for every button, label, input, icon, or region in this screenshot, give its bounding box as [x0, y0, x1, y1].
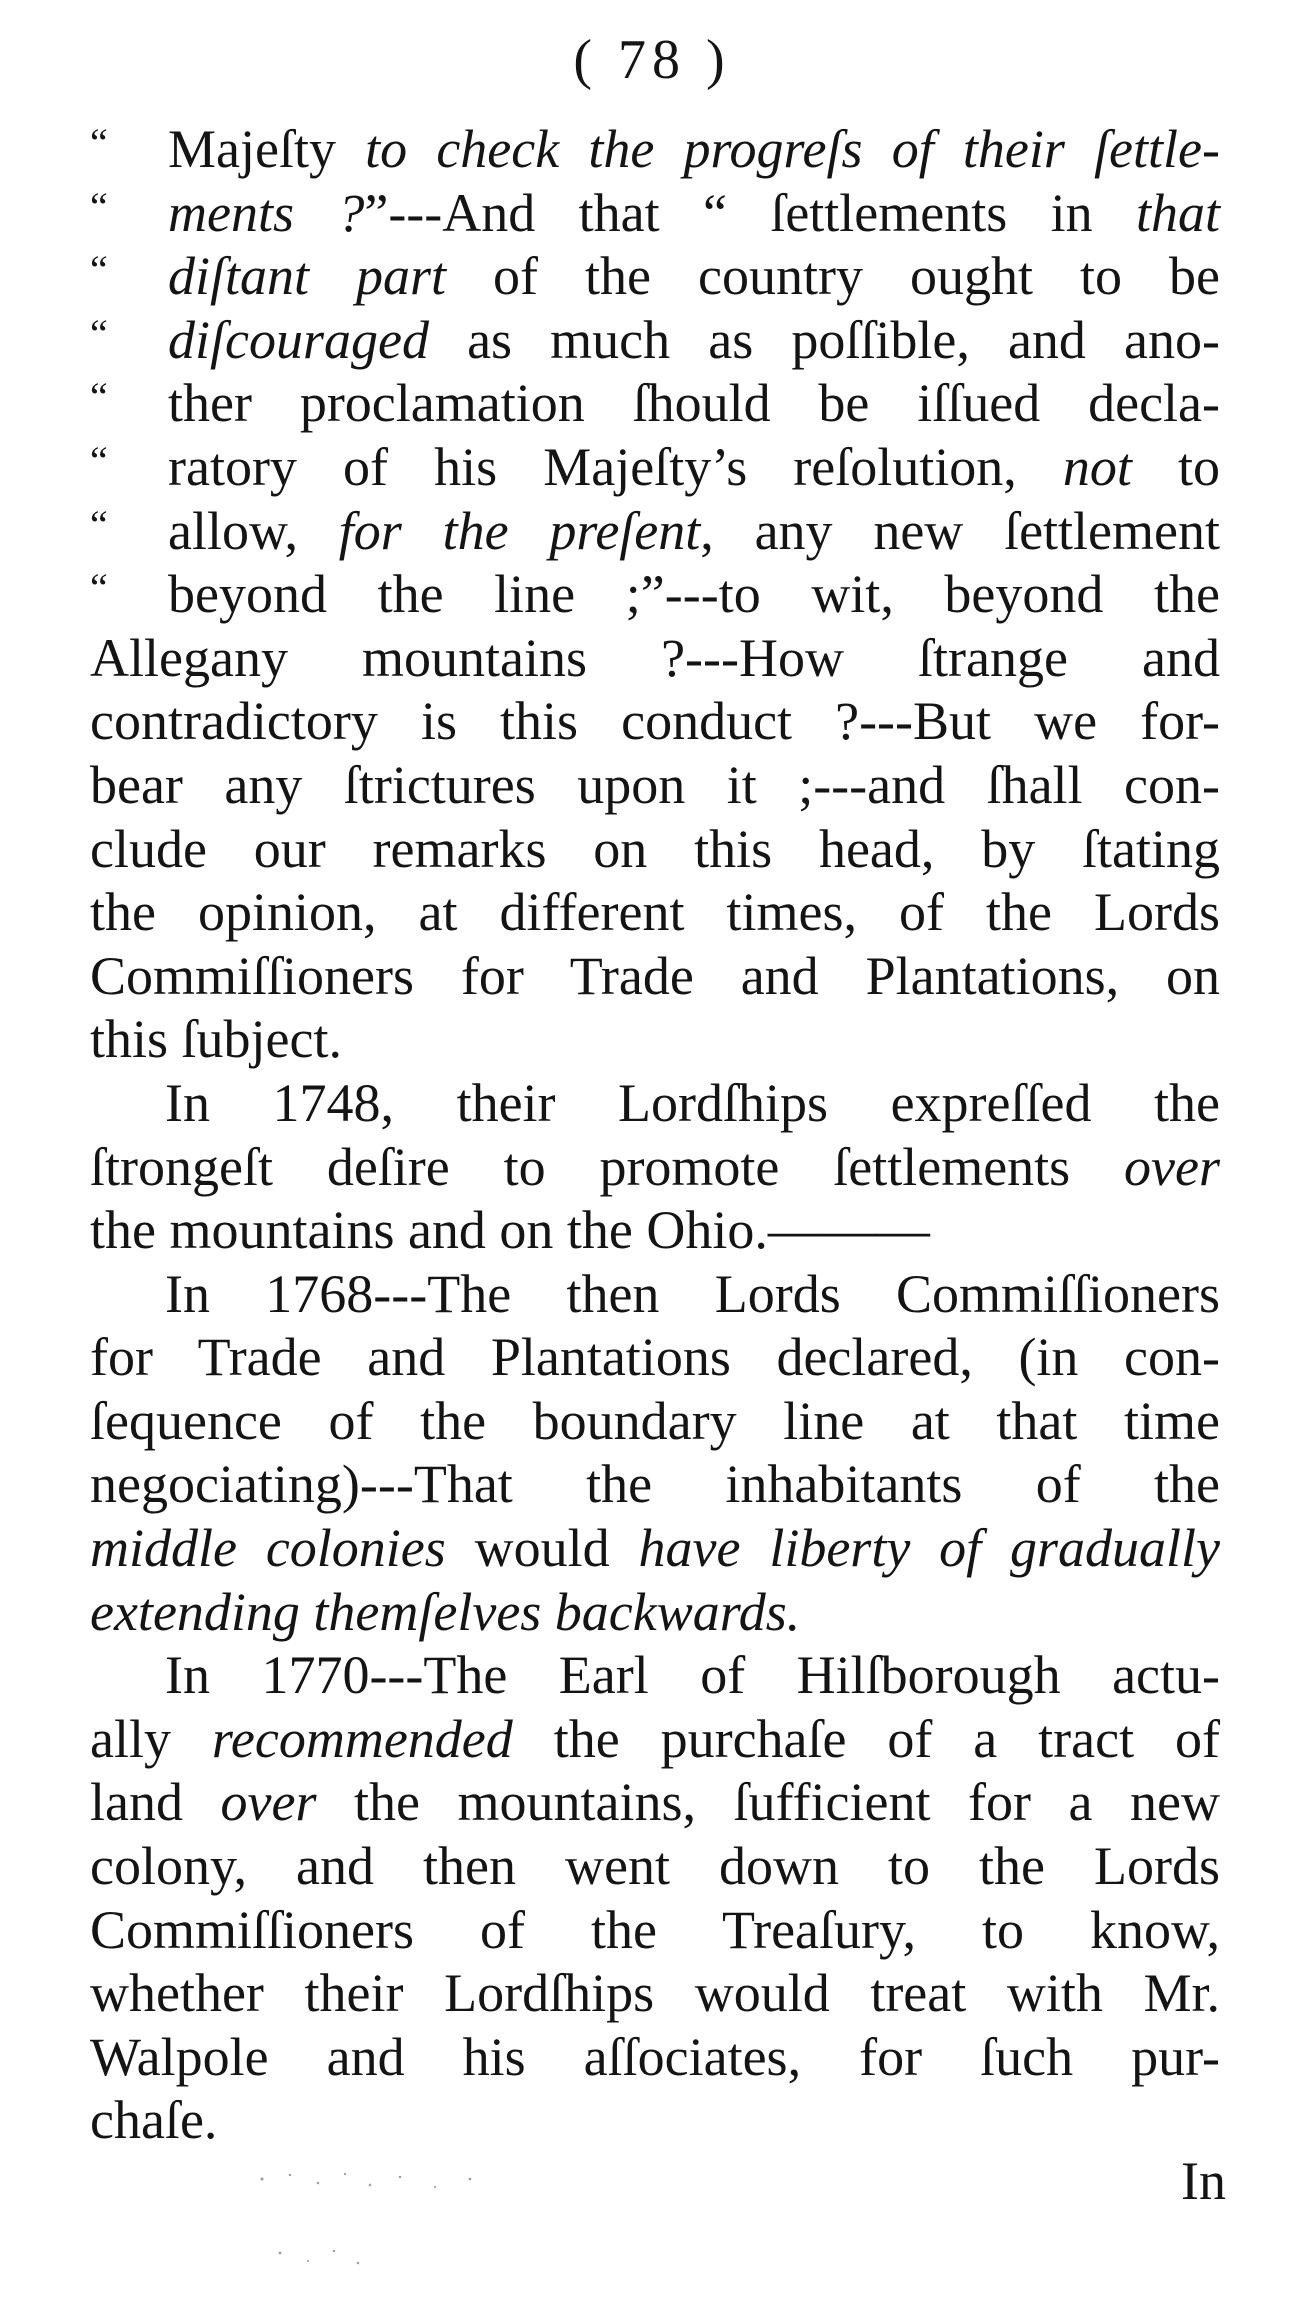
text-line — [90, 1835, 1220, 1899]
text-line — [90, 818, 1220, 882]
text-run: colony, and then went down to the Lords — [90, 1836, 1220, 1897]
text-run: In 1768---The then Lords Commiſſioners — [165, 1263, 1220, 1324]
text-line — [90, 1899, 1220, 1963]
text-run: clude our remarks on this head, by ſtating — [90, 818, 1220, 879]
text-run: whether their Lordſhips would treat with Mr. — [90, 1963, 1220, 2024]
text-run: the opinion, at different times, of the Lords — [90, 882, 1220, 943]
text-line — [90, 1962, 1220, 2026]
text-run: contradictory is this conduct ?---But we for- — [90, 691, 1220, 752]
text-line — [90, 1326, 1220, 1390]
italic-text: diſcouraged — [168, 309, 429, 370]
text-line — [90, 1136, 1220, 1200]
italic-text: diſtant part — [168, 246, 447, 307]
body-text — [90, 118, 1220, 2153]
text-run: Majeſty — [168, 119, 366, 179]
text-run: of the country ought to be — [446, 246, 1220, 307]
text-line — [90, 1072, 1220, 1136]
text-line — [90, 1008, 1220, 1072]
text-run: , any new ſettlement — [700, 500, 1220, 561]
text-line — [90, 182, 1220, 246]
text-run: ſtrongeſt deſire to promote ſettlements — [90, 1136, 1125, 1197]
text-run: ratory of his Majeſty’s reſolution, — [168, 436, 1063, 497]
quote-mark: “ — [90, 310, 108, 356]
text-line — [90, 563, 1220, 627]
text-line — [90, 500, 1220, 564]
text-line — [90, 627, 1220, 691]
text-run: Allegany mountains ?---How ſtrange and — [90, 627, 1220, 688]
text-run: the mountains, ſufficient for a new — [316, 1772, 1220, 1833]
text-line — [90, 245, 1220, 309]
quote-mark: “ — [90, 183, 108, 229]
text-line — [90, 690, 1220, 754]
text-run: Commiſſioners for Trade and Plantations, on — [90, 945, 1220, 1006]
italic-text: ments ? — [168, 182, 365, 243]
text-run: negociating)---That the inhabitants of the — [90, 1454, 1220, 1515]
text-run: Commiſſioners of the Treaſury, to know, — [90, 1899, 1220, 1960]
italic-text: that — [1136, 182, 1221, 243]
text-run: beyond the line ;”---to wit, beyond the — [168, 564, 1220, 625]
text-line — [90, 754, 1220, 818]
quote-mark: “ — [90, 501, 108, 547]
text-line — [90, 436, 1220, 500]
text-line — [90, 1390, 1220, 1454]
text-line — [90, 309, 1220, 373]
text-line — [90, 1644, 1220, 1708]
text-line — [90, 1708, 1220, 1772]
text-run: ther proclamation ſhould be iſſued decla- — [168, 373, 1220, 434]
text-run: the purchaſe of a tract of — [512, 1708, 1220, 1769]
text-line — [90, 2026, 1220, 2090]
quote-mark: “ — [90, 247, 108, 293]
text-run: land — [90, 1772, 221, 1833]
text-run: ally — [90, 1708, 212, 1769]
text-line — [90, 1199, 1220, 1263]
text-run: as much as poſſible, and ano- — [428, 309, 1220, 370]
text-run: Walpole and his aſſociates, for ſuch pur- — [90, 2026, 1220, 2087]
text-line — [90, 2089, 1220, 2153]
text-line — [90, 1581, 1220, 1645]
text-run: bear any ſtrictures upon it ;---and ſhall con- — [90, 754, 1220, 815]
italic-text: over — [220, 1772, 317, 1833]
text-line — [90, 1771, 1220, 1835]
italic-text: recommended — [211, 1708, 513, 1769]
text-run: allow, — [168, 500, 339, 561]
text-line — [90, 1517, 1220, 1581]
page-number: ( 78 ) — [573, 29, 731, 91]
italic-text: over — [1124, 1136, 1220, 1197]
text-line — [90, 1263, 1220, 1327]
text-run: ”---And that “ ſettlements in — [364, 182, 1136, 243]
text-run: In 1748, their Lordſhips expreſſed the — [165, 1072, 1220, 1133]
quote-mark: “ — [90, 437, 108, 483]
text-run: ſequence of the boundary line at that time — [90, 1390, 1220, 1451]
italic-text: not — [1062, 436, 1132, 497]
text-run: for Trade and Plantations declared, (in con- — [90, 1327, 1220, 1388]
text-line — [90, 1453, 1220, 1517]
quote-mark: “ — [90, 120, 108, 165]
text-line — [90, 372, 1220, 436]
text-line — [90, 881, 1220, 945]
quote-mark: “ — [90, 374, 108, 420]
catchword: In — [1181, 2151, 1226, 2211]
text-line — [90, 945, 1220, 1009]
text-line — [90, 118, 1220, 182]
text-run: this ſubject. — [90, 1009, 342, 1070]
italic-text: to check the progreſs of their ſettle- — [365, 119, 1220, 179]
italic-text: extending themſelves backwards. — [90, 1581, 801, 1642]
italic-text: for the preſent — [338, 500, 701, 561]
italic-text: middle colonies — [90, 1518, 446, 1579]
text-run: to — [1131, 436, 1220, 497]
text-run: would — [445, 1518, 639, 1579]
text-run: In 1770---The Earl of Hilſborough actu- — [165, 1645, 1220, 1706]
text-run: the mountains and on the Ohio.——— — [90, 1200, 930, 1261]
quote-mark: “ — [90, 565, 108, 611]
text-run: chaſe. — [90, 2090, 218, 2151]
paper-specks-decoration — [250, 2165, 570, 2285]
italic-text: have liberty of gradually — [638, 1518, 1221, 1579]
